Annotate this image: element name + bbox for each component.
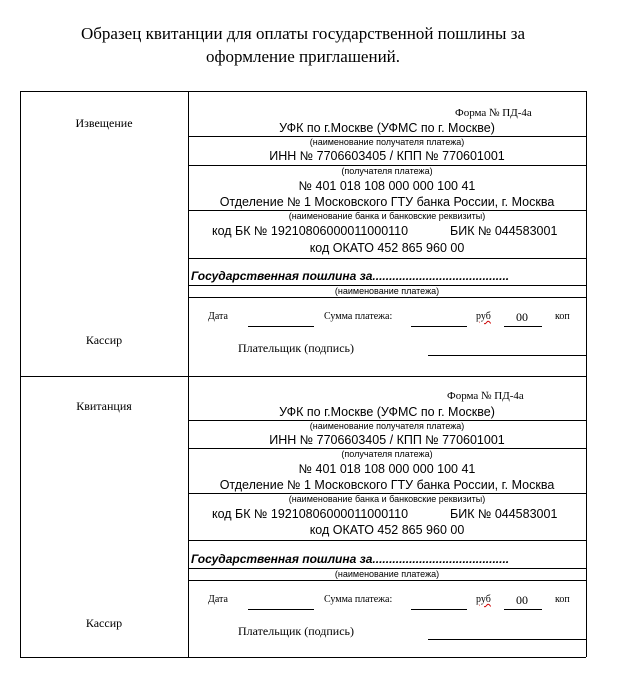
row-line — [188, 540, 586, 541]
kbk-code: код БК № 19210806000011000110 — [212, 507, 409, 521]
kop-label: коп — [555, 594, 570, 605]
kop-field[interactable] — [504, 609, 542, 610]
signature-field[interactable] — [428, 355, 586, 356]
bank-name: Отделение № 1 Московского ГТУ банка России, г. Москва — [219, 478, 555, 492]
recipient-caption: (наименование получателя платежа) — [309, 137, 465, 147]
signature-field[interactable] — [428, 639, 586, 640]
okato-code: код ОКАТО 452 865 960 00 — [309, 523, 465, 537]
account-number: № 401 018 108 000 000 100 41 — [298, 179, 476, 193]
bank-caption: (наименование банка и банковские реквизиты) — [288, 494, 486, 504]
bik-code: БИК № 044583001 — [450, 507, 558, 521]
form-left-border — [20, 91, 21, 657]
inn-caption: (получателя платежа) — [341, 449, 433, 459]
form-right-border — [586, 91, 587, 657]
form-number: Форма № ПД-4а — [447, 390, 524, 402]
row-line — [188, 258, 586, 259]
account-number: № 401 018 108 000 000 100 41 — [298, 462, 476, 476]
bank-name: Отделение № 1 Московского ГТУ банка России, г. Москва — [219, 195, 555, 209]
document-title-line2: оформление приглашений. — [205, 47, 401, 66]
side-label: Квитанция — [76, 399, 132, 413]
form-top-border — [20, 91, 586, 92]
kbk-code: код БК № 19210806000011000110 — [212, 224, 409, 238]
rub-field[interactable] — [411, 609, 467, 610]
inn-kpp: ИНН № 7706603405 / КПП № 770601001 — [269, 149, 505, 163]
rub-field[interactable] — [411, 326, 467, 327]
purpose-caption: (наименование платежа) — [334, 569, 440, 579]
row-line — [188, 297, 586, 298]
row-line — [188, 580, 586, 581]
recipient-caption: (наименование получателя платежа) — [309, 421, 465, 431]
inn-caption: (получателя платежа) — [341, 166, 433, 176]
kop-value: 00 — [516, 593, 528, 607]
date-field[interactable] — [248, 326, 314, 327]
sum-label: Сумма платежа: — [324, 594, 393, 605]
rub-label: руб — [476, 594, 491, 605]
kop-value: 00 — [516, 310, 528, 324]
form-bottom-border — [20, 657, 586, 658]
bik-code: БИК № 044583001 — [450, 224, 558, 238]
cashier-label: Кассир — [85, 616, 123, 630]
form-number: Форма № ПД-4а — [455, 107, 532, 119]
kop-label: коп — [555, 311, 570, 322]
date-label: Дата — [208, 594, 228, 605]
bank-caption: (наименование банка и банковские реквизиты) — [288, 211, 486, 221]
payment-purpose: Государственная пошлина за......................................... — [191, 552, 510, 566]
side-label: Извещение — [75, 116, 133, 130]
recipient-name: УФК по г.Москве (УФМС по г. Москве) — [279, 121, 495, 135]
purpose-caption: (наименование платежа) — [334, 286, 440, 296]
date-label: Дата — [208, 311, 228, 322]
document-title-line1: Образец квитанции для оплаты государственной пошлины за — [81, 24, 525, 43]
sum-label: Сумма платежа: — [324, 311, 393, 322]
section-divider — [20, 376, 586, 377]
kop-field[interactable] — [504, 326, 542, 327]
payment-purpose: Государственная пошлина за......................................... — [191, 269, 510, 283]
date-field[interactable] — [248, 609, 314, 610]
cashier-label: Кассир — [85, 333, 123, 347]
rub-label: руб — [476, 311, 491, 322]
payer-signature-label: Плательщик (подпись) — [238, 341, 355, 355]
recipient-name: УФК по г.Москве (УФМС по г. Москве) — [279, 405, 495, 419]
inn-kpp: ИНН № 7706603405 / КПП № 770601001 — [269, 433, 505, 447]
payer-signature-label: Плательщик (подпись) — [238, 624, 355, 638]
okato-code: код ОКАТО 452 865 960 00 — [309, 241, 465, 255]
